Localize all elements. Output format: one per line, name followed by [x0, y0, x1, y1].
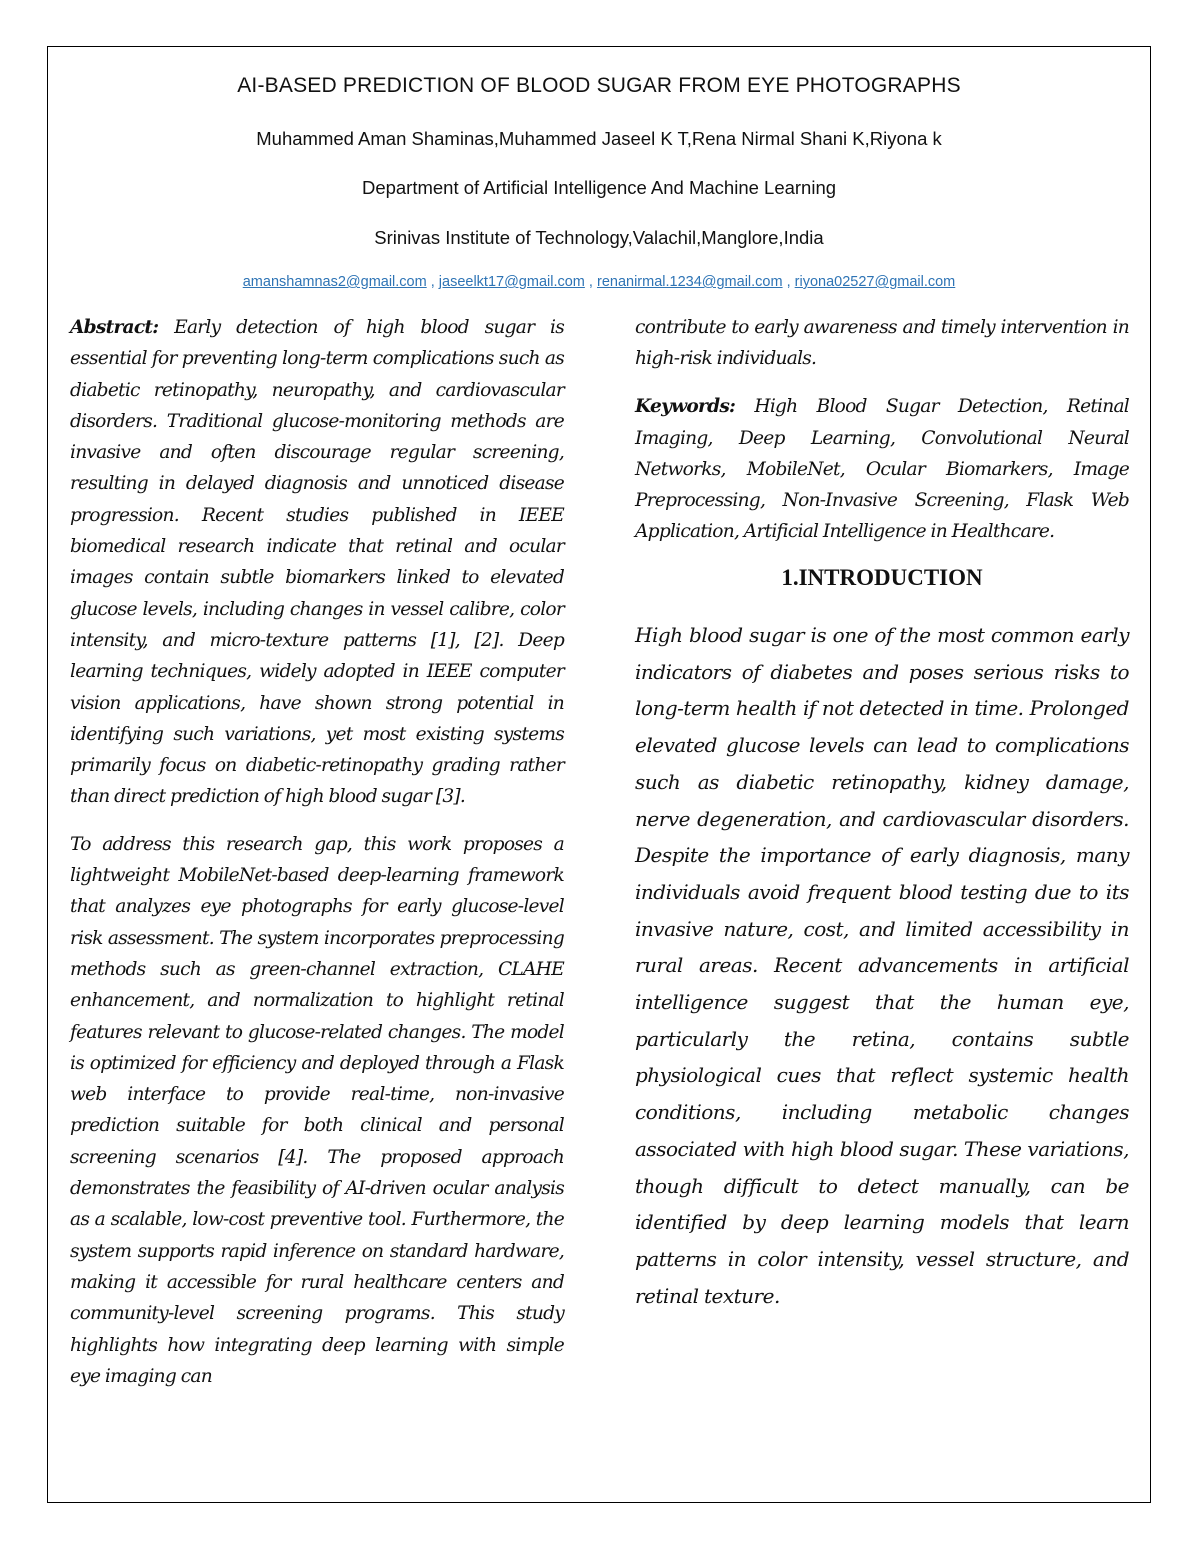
keywords-label: Keywords: [635, 396, 736, 418]
introduction-body [635, 617, 1129, 1314]
email-link[interactable]: riyona02527@gmail.com [794, 274, 956, 290]
email-separator: , [426, 274, 439, 290]
abstract-text: Early detection of high blood sugar is essential for preventing long-term complications such as diabetic retinopathy, neuropathy, and cardiovascular disorders. Traditional glucose-monitoring methods are invasive and often discourage regular screening, resulting in delayed diagnosis and unnoticed disease progression. Recent studies published in IEEE biomedical research indicate that retinal and ocular images contain subtle biomarkers linked to elevated glucose levels, including changes in vessel calibre, color intensity, and micro-texture patterns [1], [2]. Deep learning techniques, widely adopted in IEEE computer vision applications, have shown strong potential in identifying such variations, yet most existing systems primarily focus on diabetic-retinopathy grading rather than direct prediction of high blood sugar [3]. [70, 317, 564, 808]
email-link[interactable]: jaseelkt17@gmail.com [438, 274, 585, 290]
paper-title: AI-BASED PREDICTION OF BLOOD SUGAR FROM EYE PHOTOGRAPHS [237, 74, 961, 97]
institution: Srinivas Institute of Technology,Valachil,Manglore,India [374, 227, 824, 248]
email-list [47, 274, 1151, 290]
email-link[interactable]: amanshamnas2@gmail.com [242, 274, 427, 290]
abstract-paragraph: To address this research gap, this work proposes a lightweight MobileNet-based deep-learning framework that analyzes eye photographs for early glucose-level risk assessment. The system incorporates preprocessing methods such as green-channel extraction, CLAHE enhancement, and normalization to highlight retinal features relevant to glucose-related changes. The model is optimized for efficiency and deployed through a Flask web interface to provide real-time, non-invasive prediction suitable for both clinical and personal screening scenarios [4]. The proposed approach demonstrates the feasibility of AI-driven ocular analysis as a scalable, low-cost preventive tool. Furthermore, the system supports rapid inference on standard hardware, making it accessible for rural healthcare centers and community-level screening programs. This study highlights how integrating deep learning with simple eye imaging can [70, 833, 564, 1387]
email-separator: , [584, 274, 597, 290]
introduction-paragraph: High blood sugar is one of the most common early indicators of diabetes and poses serious risks to long-term health if not detected in time. Prolonged elevated glucose levels can lead to complications such as diabetic retinopathy, kidney damage, nerve degeneration, and cardiovascular disorders. Despite the importance of early diagnosis, many individuals avoid frequent blood testing due to its invasive nature, cost, and limited accessibility in rural areas. Recent advancements in artificial intelligence suggest that the human eye, particularly the retina, contains subtle physiological cues that reflect systemic health conditions, including metabolic changes associated with high blood sugar. These variations, though difficult to detect manually, can be identified by deep learning models that learn patterns in color intensity, vessel structure, and retinal texture. [635, 623, 1129, 1308]
abstract-continuation: contribute to early awareness and timely intervention in high-risk individuals. [635, 317, 1129, 370]
keywords-paragraph [635, 391, 1129, 547]
left-column [70, 312, 564, 1392]
section-heading-introduction: 1.INTRODUCTION [781, 565, 983, 590]
author-list: Muhammed Aman Shaminas,Muhammed Jaseel K T,Rena Nirmal Shani K,Riyona k [256, 128, 942, 149]
email-link[interactable]: renanirmal.1234@gmail.com [596, 274, 783, 290]
abstract-label: Abstract: [70, 317, 159, 338]
department: Department of Artificial Intelligence And Machine Learning [361, 177, 837, 198]
right-column-top [635, 312, 1129, 547]
abstract-paragraph [70, 312, 564, 813]
keywords-text: High Blood Sugar Detection, Retinal Imaging, Deep Learning, Convolutional Neural Networks, MobileNet, Ocular Biomarkers, Image Preprocessing, Non-Invasive Screening, Flask Web Application, Artificial Intelligence in Healthcare. [635, 396, 1129, 543]
email-separator: , [782, 274, 795, 290]
